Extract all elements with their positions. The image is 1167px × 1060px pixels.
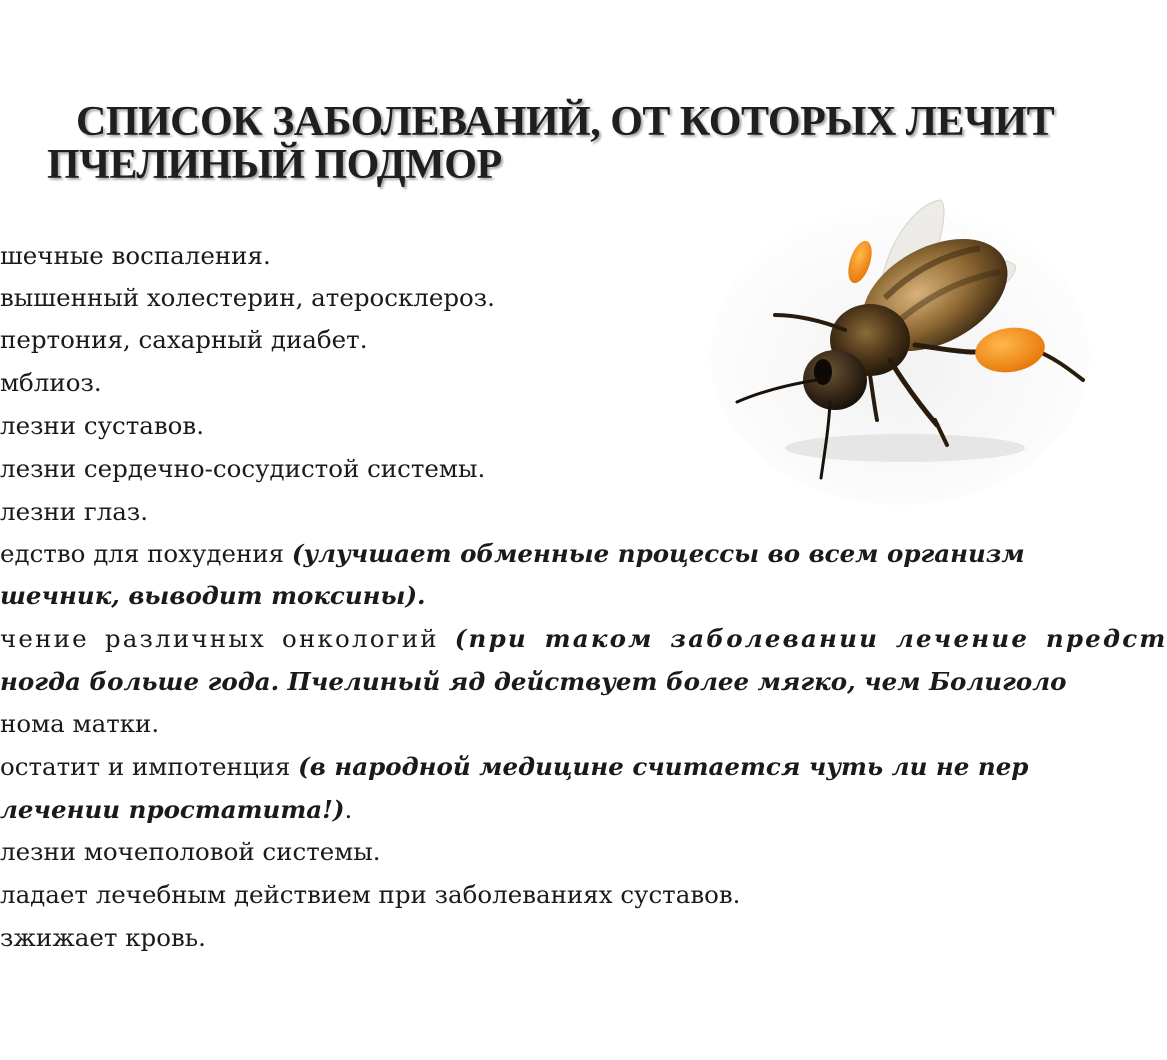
list-item	[0, 704, 1095, 744]
list-item-text: мблиоз.	[0, 368, 102, 397]
list-item-emphasis: лечении простатита!)	[0, 795, 345, 824]
list-item-emphasis: ногда больше года. Пчелиный яд действует более мягко, чем Болиголо	[0, 667, 1067, 696]
list-item	[0, 662, 1095, 702]
list-item-emphasis: шечник, выводит токсины).	[0, 581, 426, 610]
list-item-text: лезни сердечно-сосудистой системы.	[0, 454, 486, 483]
list-item	[0, 406, 1095, 446]
list-item	[0, 576, 1095, 616]
list-item-emphasis: (в народной медицине считается чуть ли не пер	[298, 752, 1029, 781]
list-item-emphasis: (улучшает обменные процессы во всем организм	[291, 539, 1025, 568]
list-item	[0, 278, 1095, 318]
list-item-text: лезни суставов.	[0, 411, 205, 440]
list-item	[0, 363, 1095, 403]
list-item	[0, 790, 1095, 830]
list-item-text: лезни глаз.	[0, 497, 149, 526]
list-item	[0, 747, 1095, 787]
list-item-text: зжижает кровь.	[0, 923, 206, 952]
list-item	[0, 832, 1095, 872]
list-item-text: остатит и импотенция	[0, 752, 299, 781]
list-item-tail: .	[344, 795, 353, 824]
list-item	[0, 236, 1095, 276]
list-item	[0, 918, 1095, 958]
list-item	[0, 534, 1095, 574]
list-item-text: ладает лечебным действием при заболеваниях суставов.	[0, 880, 741, 909]
page-title-line-2: ПЧЕЛИНЫЙ ПОДМОР	[47, 142, 502, 188]
list-item-text: шечные воспаления.	[0, 241, 271, 270]
list-item-text: вышенный холестерин, атеросклероз.	[0, 283, 495, 312]
list-item-text: нома матки.	[0, 709, 160, 738]
list-item	[0, 619, 1167, 659]
list-item	[0, 320, 1095, 360]
page-title-line-1: СПИСОК ЗАБОЛЕВАНИЙ, ОТ КОТОРЫХ ЛЕЧИТ	[76, 99, 1055, 145]
list-item	[0, 449, 1095, 489]
list-item	[0, 492, 1095, 532]
list-item	[0, 875, 1095, 915]
list-item-text: чение различных онкологий	[0, 624, 455, 653]
list-item-text: едство для похудения	[0, 539, 292, 568]
list-item-text: лезни мочеполовой системы.	[0, 837, 381, 866]
list-item-text: пертония, сахарный диабет.	[0, 325, 368, 354]
list-item-emphasis: (при таком заболевании лечение предст	[454, 624, 1167, 653]
